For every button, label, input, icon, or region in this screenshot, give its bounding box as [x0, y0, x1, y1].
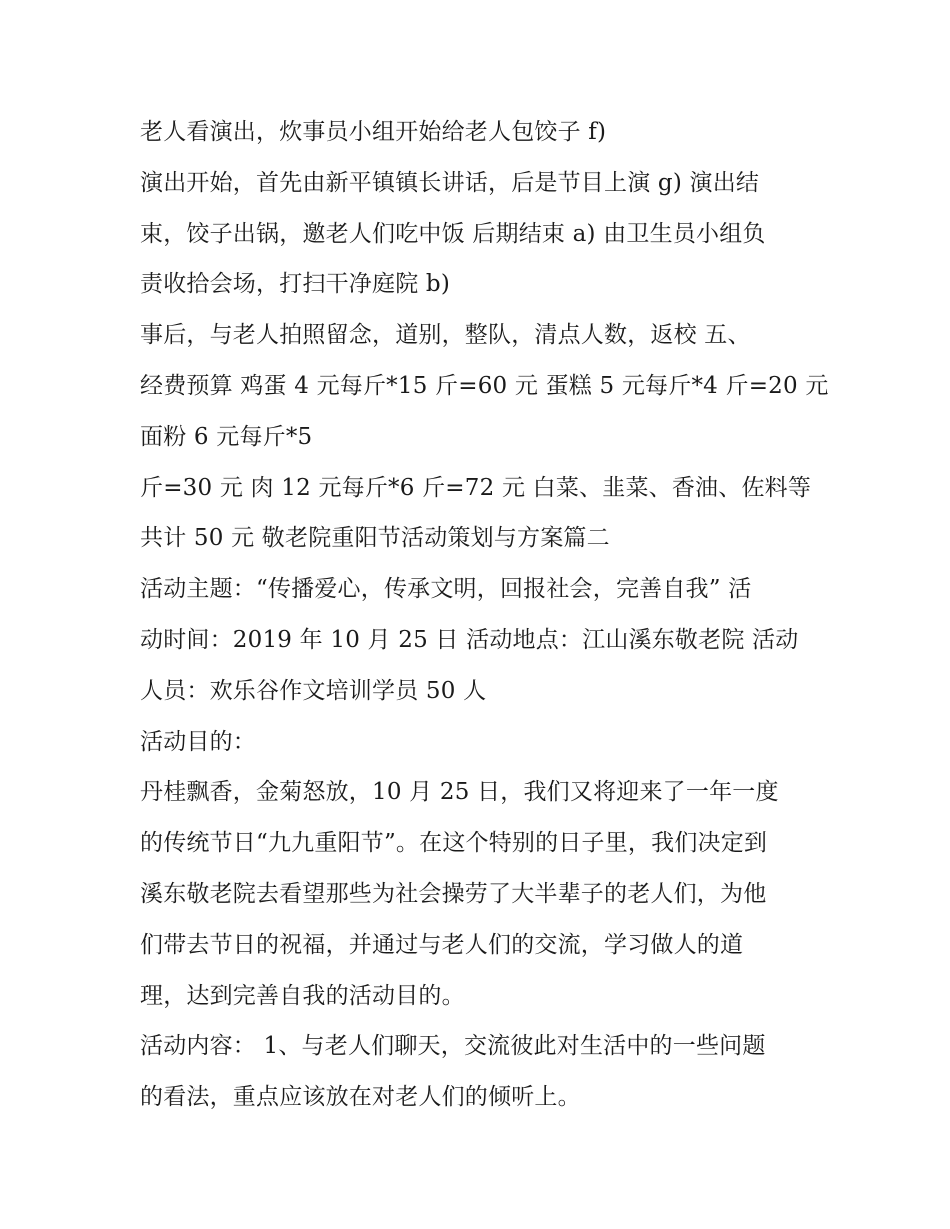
text-line: 共计 50 元 敬老院重阳节活动策划与方案篇二: [140, 525, 610, 552]
text-line: 活动主题：“传播爱心，传承文明，回报社会，完善自我” 活: [140, 576, 752, 603]
text-line: 演出开始，首先由新平镇镇长讲话，后是节目上演 g) 演出结: [140, 169, 760, 196]
text-line: 活动目的：: [140, 728, 256, 755]
text-line: 的传统节日“九九重阳节”。在这个特别的日子里，我们决定到: [140, 830, 768, 857]
text-line: 束，饺子出锅，邀老人们吃中饭 后期结束 a) 由卫生员小组负: [140, 220, 766, 247]
text-line: 活动内容： 1、与老人们聊天，交流彼此对生活中的一些问题: [140, 1033, 766, 1060]
text-line: 责收拾会场，打扫干净庭院 b): [140, 271, 451, 298]
text-line: 动时间：2019 年 10 月 25 日 活动地点：江山溪东敬老院 活动: [140, 626, 799, 653]
text-line: 老人看演出，炊事员小组开始给老人包饺子 f): [140, 119, 607, 145]
text-line: 理，达到完善自我的活动目的。: [140, 982, 465, 1009]
text-line: 丹桂飘香，金菊怒放，10 月 25 日，我们又将迎来了一年一度: [140, 779, 779, 806]
text-line: 事后，与老人拍照留念，道别，整队，清点人数，返校 五、: [140, 322, 751, 349]
document-body: [140, 107, 830, 1123]
text-line: 溪东敬老院去看望那些为社会操劳了大半辈子的老人们，为他: [140, 880, 767, 907]
text-line: 们带去节日的祝福，并通过与老人们的交流，学习做人的道: [140, 931, 744, 958]
text-line: 的看法，重点应该放在对老人们的倾听上。: [140, 1084, 581, 1111]
text-line: 面粉 6 元每斤*5: [140, 423, 313, 450]
text-line: 斤=30 元 肉 12 元每斤*6 斤=72 元 白菜、韭菜、香油、佐料等: [140, 474, 812, 501]
text-line: 经费预算 鸡蛋 4 元每斤*15 斤=60 元 蛋糕 5 元每斤*4 斤=20 元: [140, 372, 829, 399]
text-line: 人员：欢乐谷作文培训学员 50 人: [140, 677, 487, 704]
